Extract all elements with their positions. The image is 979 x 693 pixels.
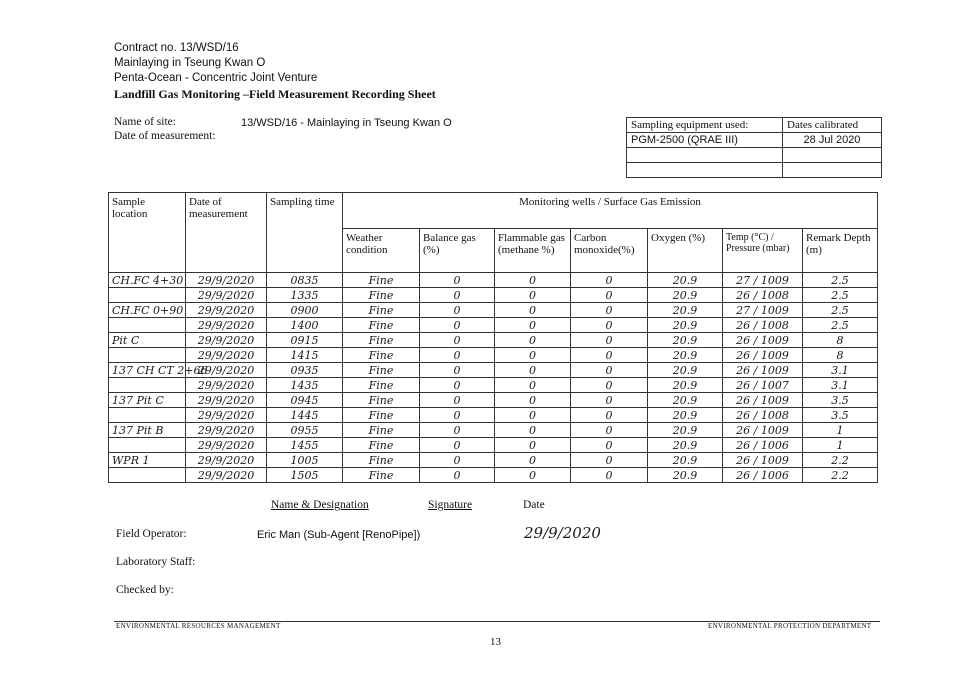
- cell-location: [109, 288, 186, 303]
- cell-co: 0: [571, 468, 648, 483]
- footer-right: ENVIRONMENTAL PROTECTION DEPARTMENT: [708, 622, 872, 630]
- table-row: [109, 438, 878, 453]
- header-sample-location: Sample location: [109, 193, 186, 273]
- table-row: [109, 273, 878, 288]
- cell-date: 29/9/2020: [186, 273, 267, 288]
- cell-date: 29/9/2020: [186, 333, 267, 348]
- cell-flammable: 0: [495, 468, 571, 483]
- cell-temp: 26 / 1009: [723, 333, 803, 348]
- cell-flammable: 0: [495, 423, 571, 438]
- cell-location: [109, 378, 186, 393]
- cell-temp: 26 / 1009: [723, 453, 803, 468]
- cell-oxygen: 20.9: [648, 393, 723, 408]
- cell-oxygen: 20.9: [648, 318, 723, 333]
- cell-time: 0900: [267, 303, 343, 318]
- cell-temp: 26 / 1008: [723, 318, 803, 333]
- header-monitoring-group: Monitoring wells / Surface Gas Emission: [343, 193, 878, 229]
- cell-oxygen: 20.9: [648, 348, 723, 363]
- table-row: [109, 378, 878, 393]
- equipment-blank-cell: [627, 163, 783, 178]
- cell-remark: 1: [803, 423, 878, 438]
- cell-weather: Fine: [343, 423, 420, 438]
- cell-temp: 27 / 1009: [723, 273, 803, 288]
- cell-location: CH.FC 0+90: [109, 303, 186, 318]
- table-row: [109, 333, 878, 348]
- cell-location: [109, 348, 186, 363]
- cell-weather: Fine: [343, 303, 420, 318]
- lab-staff-label: Laboratory Staff:: [116, 556, 196, 568]
- cell-time: 1400: [267, 318, 343, 333]
- cell-co: 0: [571, 273, 648, 288]
- col-date: Date: [523, 499, 545, 511]
- cell-time: 0835: [267, 273, 343, 288]
- cell-date: 29/9/2020: [186, 408, 267, 423]
- cell-co: 0: [571, 423, 648, 438]
- cell-time: 1505: [267, 468, 343, 483]
- cell-remark: 3.1: [803, 363, 878, 378]
- cell-weather: Fine: [343, 453, 420, 468]
- cell-weather: Fine: [343, 273, 420, 288]
- cell-flammable: 0: [495, 333, 571, 348]
- cell-flammable: 0: [495, 273, 571, 288]
- contract-number: Contract no. 13/WSD/16: [114, 42, 239, 54]
- cell-co: 0: [571, 318, 648, 333]
- header-carbon-monoxide: Carbon monoxide(%): [571, 229, 648, 273]
- equipment-table: [626, 117, 882, 178]
- cell-temp: 26 / 1009: [723, 363, 803, 378]
- cell-location: 137 CH CT 2+66: [109, 363, 186, 378]
- col-signature: Signature: [428, 499, 473, 511]
- cell-weather: Fine: [343, 288, 420, 303]
- cell-co: 0: [571, 438, 648, 453]
- cell-remark: 3.5: [803, 393, 878, 408]
- cell-oxygen: 20.9: [648, 303, 723, 318]
- cell-location: WPR 1: [109, 453, 186, 468]
- cell-oxygen: 20.9: [648, 288, 723, 303]
- cell-temp: 26 / 1008: [723, 288, 803, 303]
- table-row: [109, 318, 878, 333]
- cell-temp: 26 / 1008: [723, 408, 803, 423]
- cell-co: 0: [571, 408, 648, 423]
- cell-flammable: 0: [495, 288, 571, 303]
- cell-balance: 0: [420, 468, 495, 483]
- cell-time: 0955: [267, 423, 343, 438]
- cell-temp: 27 / 1009: [723, 303, 803, 318]
- cell-remark: 2.5: [803, 318, 878, 333]
- cell-temp: 26 / 1006: [723, 438, 803, 453]
- cell-oxygen: 20.9: [648, 273, 723, 288]
- project-name: Mainlaying in Tseung Kwan O: [114, 57, 266, 69]
- page-number: 13: [490, 636, 501, 648]
- cell-weather: Fine: [343, 438, 420, 453]
- cell-time: 0935: [267, 363, 343, 378]
- cell-date: 29/9/2020: [186, 363, 267, 378]
- cell-time: 1335: [267, 288, 343, 303]
- field-operator-date: 29/9/2020: [524, 524, 601, 542]
- cell-oxygen: 20.9: [648, 468, 723, 483]
- header-balance-gas: Balance gas (%): [420, 229, 495, 273]
- equipment-blank-cell: [783, 163, 882, 178]
- cell-weather: Fine: [343, 318, 420, 333]
- cell-date: 29/9/2020: [186, 318, 267, 333]
- field-operator-label: Field Operator:: [116, 528, 187, 540]
- cell-balance: 0: [420, 453, 495, 468]
- cell-time: 0945: [267, 393, 343, 408]
- cell-remark: 2.5: [803, 303, 878, 318]
- header-date: Date of measurement: [186, 193, 267, 273]
- header-temp-pressure: Temp (°C) / Pressure (mbar): [723, 229, 803, 273]
- cell-temp: 26 / 1009: [723, 393, 803, 408]
- cell-date: 29/9/2020: [186, 378, 267, 393]
- cell-time: 1005: [267, 453, 343, 468]
- cell-location: [109, 468, 186, 483]
- cell-oxygen: 20.9: [648, 378, 723, 393]
- equipment-blank-cell: [783, 148, 882, 163]
- cell-date: 29/9/2020: [186, 438, 267, 453]
- cell-time: 0915: [267, 333, 343, 348]
- header-flammable-gas: Flammable gas (methane %): [495, 229, 571, 273]
- site-name-value: 13/WSD/16 - Mainlaying in Tseung Kwan O: [241, 117, 452, 129]
- checked-by-label: Checked by:: [116, 584, 174, 596]
- cell-remark: 1: [803, 438, 878, 453]
- cell-temp: 26 / 1007: [723, 378, 803, 393]
- cell-flammable: 0: [495, 363, 571, 378]
- cell-time: 1455: [267, 438, 343, 453]
- cell-weather: Fine: [343, 393, 420, 408]
- cell-balance: 0: [420, 273, 495, 288]
- cell-temp: 26 / 1009: [723, 348, 803, 363]
- site-name-label: Name of site:: [114, 116, 176, 128]
- cell-date: 29/9/2020: [186, 288, 267, 303]
- measurement-date-label: Date of measurement:: [114, 130, 216, 142]
- measurement-rows: [109, 273, 878, 483]
- cell-co: 0: [571, 453, 648, 468]
- cell-location: [109, 318, 186, 333]
- cell-time: 1435: [267, 378, 343, 393]
- cell-location: 137 Pit B: [109, 423, 186, 438]
- cell-flammable: 0: [495, 303, 571, 318]
- cell-date: 29/9/2020: [186, 453, 267, 468]
- dates-calibrated-value: 28 Jul 2020: [783, 133, 882, 148]
- equipment-used-value: PGM-2500 (QRAE III): [627, 133, 783, 148]
- cell-date: 29/9/2020: [186, 303, 267, 318]
- cell-weather: Fine: [343, 408, 420, 423]
- cell-co: 0: [571, 363, 648, 378]
- cell-oxygen: 20.9: [648, 363, 723, 378]
- cell-co: 0: [571, 303, 648, 318]
- header-oxygen: Oxygen (%): [648, 229, 723, 273]
- table-row: [109, 468, 878, 483]
- cell-location: CH.FC 4+30: [109, 273, 186, 288]
- header-sampling-time: Sampling time: [267, 193, 343, 273]
- cell-date: 29/9/2020: [186, 423, 267, 438]
- cell-date: 29/9/2020: [186, 468, 267, 483]
- cell-oxygen: 20.9: [648, 438, 723, 453]
- cell-oxygen: 20.9: [648, 453, 723, 468]
- cell-flammable: 0: [495, 393, 571, 408]
- cell-weather: Fine: [343, 468, 420, 483]
- cell-weather: Fine: [343, 363, 420, 378]
- cell-balance: 0: [420, 408, 495, 423]
- sheet-title: Landfill Gas Monitoring –Field Measurement Recording Sheet: [114, 87, 436, 101]
- cell-time: 1415: [267, 348, 343, 363]
- cell-time: 1445: [267, 408, 343, 423]
- table-row: [109, 453, 878, 468]
- cell-balance: 0: [420, 318, 495, 333]
- cell-co: 0: [571, 333, 648, 348]
- table-row: [109, 288, 878, 303]
- cell-date: 29/9/2020: [186, 348, 267, 363]
- cell-co: 0: [571, 288, 648, 303]
- cell-balance: 0: [420, 438, 495, 453]
- dates-calibrated-label: Dates calibrated: [783, 118, 882, 133]
- cell-remark: 2.2: [803, 453, 878, 468]
- cell-flammable: 0: [495, 378, 571, 393]
- cell-flammable: 0: [495, 438, 571, 453]
- cell-balance: 0: [420, 333, 495, 348]
- cell-balance: 0: [420, 423, 495, 438]
- cell-remark: 2.5: [803, 273, 878, 288]
- cell-co: 0: [571, 378, 648, 393]
- cell-remark: 2.5: [803, 288, 878, 303]
- table-row: [109, 393, 878, 408]
- cell-flammable: 0: [495, 453, 571, 468]
- cell-weather: Fine: [343, 348, 420, 363]
- cell-balance: 0: [420, 303, 495, 318]
- table-row: [109, 423, 878, 438]
- cell-location: Pit C: [109, 333, 186, 348]
- cell-flammable: 0: [495, 408, 571, 423]
- cell-oxygen: 20.9: [648, 408, 723, 423]
- cell-location: [109, 438, 186, 453]
- contractor-name: Penta-Ocean - Concentric Joint Venture: [114, 72, 318, 84]
- cell-co: 0: [571, 348, 648, 363]
- cell-weather: Fine: [343, 378, 420, 393]
- cell-temp: 26 / 1009: [723, 423, 803, 438]
- cell-location: [109, 408, 186, 423]
- table-row: [109, 303, 878, 318]
- cell-balance: 0: [420, 288, 495, 303]
- cell-date: 29/9/2020: [186, 393, 267, 408]
- equipment-used-label: Sampling equipment used:: [627, 118, 783, 133]
- cell-co: 0: [571, 393, 648, 408]
- cell-oxygen: 20.9: [648, 333, 723, 348]
- header-weather: Weather condition: [343, 229, 420, 273]
- cell-remark: 3.1: [803, 378, 878, 393]
- field-operator-name: Eric Man (Sub-Agent [RenoPipe]): [257, 529, 421, 541]
- equipment-blank-cell: [627, 148, 783, 163]
- footer-left: ENVIRONMENTAL RESOURCES MANAGEMENT: [116, 622, 281, 630]
- cell-remark: 3.5: [803, 408, 878, 423]
- header-remark-depth: Remark Depth (m): [803, 229, 878, 273]
- col-name-designation: Name & Designation: [271, 499, 369, 511]
- cell-remark: 8: [803, 333, 878, 348]
- cell-weather: Fine: [343, 333, 420, 348]
- cell-remark: 2.2: [803, 468, 878, 483]
- table-row: [109, 363, 878, 378]
- cell-temp: 26 / 1006: [723, 468, 803, 483]
- cell-balance: 0: [420, 348, 495, 363]
- cell-flammable: 0: [495, 318, 571, 333]
- table-row: [109, 408, 878, 423]
- cell-location: 137 Pit C: [109, 393, 186, 408]
- cell-balance: 0: [420, 378, 495, 393]
- measurement-table: [108, 192, 878, 483]
- cell-oxygen: 20.9: [648, 423, 723, 438]
- cell-flammable: 0: [495, 348, 571, 363]
- cell-remark: 8: [803, 348, 878, 363]
- table-row: [109, 348, 878, 363]
- cell-balance: 0: [420, 393, 495, 408]
- cell-balance: 0: [420, 363, 495, 378]
